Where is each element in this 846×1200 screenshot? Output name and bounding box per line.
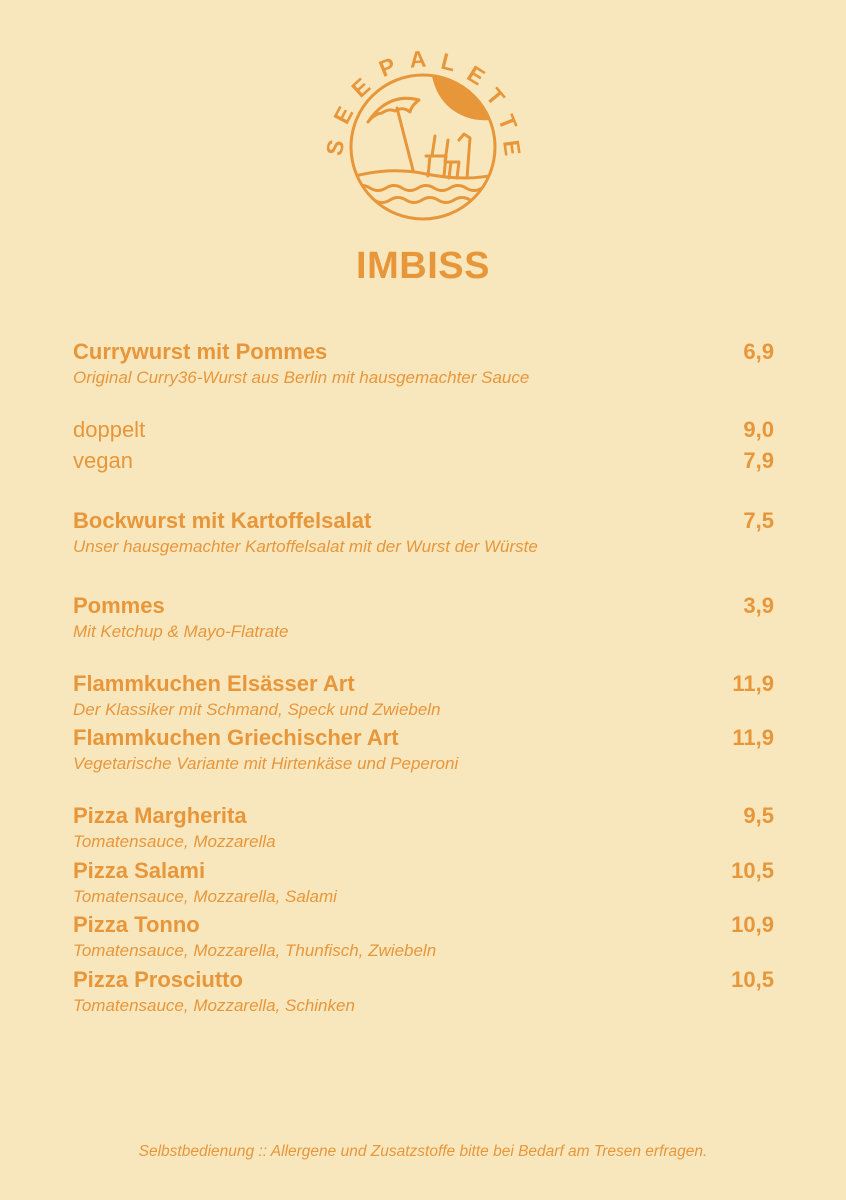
item-description: Tomatensauce, Mozzarella, Schinken [73,996,355,1015]
item-price: 9,5 [743,803,774,828]
variant-price: 9,0 [743,417,774,442]
menu-item-bockwurst [73,507,774,535]
logo-letter: E [328,102,359,128]
parasol-icon [368,98,419,170]
page-title: IMBISS [356,245,490,287]
footer-note: Selbstbedienung :: Allergene und Zusatzstoffe bitte bei Bedarf am Tresen erfragen. [138,1143,708,1160]
variant-name: doppelt [73,417,146,442]
menu-item-pizza-tonno [73,911,774,939]
item-name: Pommes [73,593,165,618]
logo-letter: E [498,138,526,158]
logo-letter: E [462,60,490,91]
item-description: Mit Ketchup & Mayo-Flatrate [73,622,289,641]
logo-letter: A [408,45,428,73]
variant-price: 7,9 [743,448,774,473]
menu-item-flammkuchen-griechisch [73,724,774,752]
menu-item-pizza-salami [73,857,774,885]
item-price: 3,9 [743,593,774,618]
menu-item-flammkuchen-elsaesser [73,670,774,698]
item-description: Tomatensauce, Mozzarella, Thunfisch, Zwiebeln [73,941,437,960]
menu-item-pizza-margherita [73,802,774,830]
logo-letter: P [375,52,400,83]
item-description: Vegetarische Variante mit Hirtenkäse und Peperoni [73,754,459,773]
item-name: Flammkuchen Griechischer Art [73,725,399,750]
sand-line [348,171,498,178]
item-price: 11,9 [732,725,774,750]
item-description: Tomatensauce, Mozzarella, Salami [73,887,337,906]
item-price: 6,9 [743,339,774,364]
item-name: Currywurst mit Pommes [73,339,328,364]
item-description: Der Klassiker mit Schmand, Speck und Zwiebeln [73,700,441,719]
item-description: Original Curry36-Wurst aus Berlin mit hausgemachter Sauce [73,368,530,387]
logo-letter: S [320,137,350,158]
item-name: Pizza Margherita [73,803,247,828]
item-price: 10,5 [731,967,774,992]
beach-chair-icon [426,134,470,178]
item-name: Flammkuchen Elsässer Art [73,671,355,696]
variant-name: vegan [73,448,133,473]
logo-letter: T [493,110,523,134]
item-name: Pizza Salami [73,858,206,883]
menu-item-pizza-prosciutto [73,966,774,994]
item-price: 10,9 [731,912,774,937]
item-price: 10,5 [731,858,774,883]
item-description: Tomatensauce, Mozzarella [73,832,276,851]
variant-row-vegan [73,447,774,475]
item-price: 11,9 [732,671,774,696]
item-price: 7,5 [743,508,774,533]
logo-letter: E [346,72,376,103]
item-name: Pizza Tonno [73,912,200,937]
item-name: Pizza Prosciutto [73,967,243,992]
menu-item-currywurst [73,338,774,366]
logo-emblem [318,42,528,222]
logo-letter: T [481,82,511,111]
menu-item-pommes [73,592,774,620]
item-description: Unser hausgemachter Kartoffelsalat mit der Wurst der Würste [73,537,538,556]
item-name: Bockwurst mit Kartoffelsalat [73,508,372,533]
seepalette-logo [318,42,528,222]
logo-letter: L [438,47,459,77]
variant-row-doppelt [73,416,774,444]
